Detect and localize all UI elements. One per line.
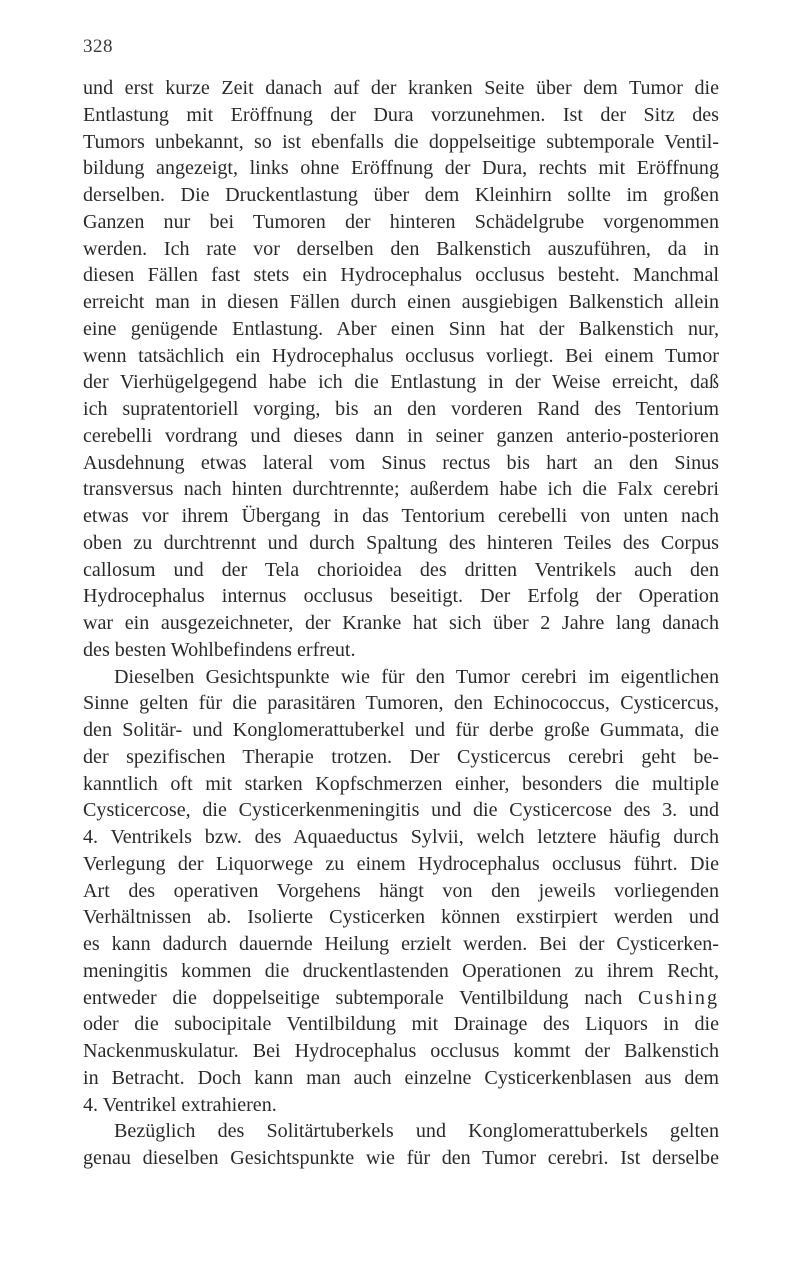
paragraph [83, 664, 719, 1119]
text-line: Ausdehnung etwas lateral vom Sinus rectus bis hart an den Sinus [83, 451, 719, 474]
text-line: ich supratentoriell vorging, bis an den vorderen Rand des Tentorium [83, 398, 719, 420]
text-line: den Solitär- und Konglomerattuberkel und für derbe große Gummata, die [83, 719, 719, 741]
text-line: es kann dadurch dauernde Heilung erzielt werden. Bei der Cysticerken- [83, 933, 719, 955]
page-number: 328 [83, 36, 113, 57]
text-line: entweder die doppelseitige subtemporale Ventilbildung nach Cushing [83, 986, 719, 1009]
text-line: Verlegung der Liquorwege zu einem Hydrocephalus occlusus führt. Die [83, 852, 719, 875]
text-line: transversus nach hinten durchtrennte; außerdem habe ich die Falx cerebri [83, 478, 719, 501]
text-line: bildung angezeigt, links ohne Eröffnung der Dura, rechts mit Eröffnung [83, 157, 719, 180]
text-line: callosum und der Tela chorioidea des dritten Ventrikels auch den [83, 558, 719, 581]
text-line: der spezifischen Therapie trotzen. Der Cysticercus cerebri geht be- [83, 745, 719, 768]
text-line: diesen Fällen fast stets ein Hydrocephalus occlusus besteht. Manchmal [83, 264, 719, 287]
text-line: Entlastung mit Eröffnung der Dura vorzunehmen. Ist der Sitz des [83, 103, 719, 126]
text-line: Sinne gelten für die parasitären Tumoren, den Echinococcus, Cysticercus, [83, 692, 719, 715]
text-line: der Vierhügelgegend habe ich die Entlastung in der Weise erreicht, daß [83, 371, 719, 394]
text-line: wenn tatsächlich ein Hydrocephalus occlusus vorliegt. Bei einem Tumor [83, 344, 719, 367]
text-line: Nackenmuskulatur. Bei Hydrocephalus occlusus kommt der Balkenstich [83, 1040, 719, 1062]
text-line: 4. Ventrikel extrahieren. [83, 1093, 277, 1116]
text-line: in Betracht. Doch kann man auch einzelne Cysticerkenblasen aus dem [83, 1066, 719, 1089]
text-line: Tumors unbekannt, so ist ebenfalls die doppelseitige subtemporale Ventil- [83, 130, 719, 153]
text-line: Ganzen nur bei Tumoren der hinteren Schädelgrube vorgenommen [83, 210, 719, 233]
text-line: 4. Ventrikels bzw. des Aquaeductus Sylvii, welch letztere häufig durch [83, 826, 719, 848]
text-line: Hydrocephalus internus occlusus beseitigt. Der Erfolg der Operation [83, 585, 719, 608]
text-line: meningitis kommen die druckentlastenden Operationen zu ihrem Recht, [83, 959, 719, 982]
text-line: und erst kurze Zeit danach auf der kranken Seite über dem Tumor die [83, 77, 719, 99]
text-line: Art des operativen Vorgehens hängt von den jeweils vorliegenden [83, 879, 719, 902]
text-line: Verhältnissen ab. Isolierte Cysticerken können exstirpiert werden und [83, 906, 719, 929]
text-line: des besten Wohlbefindens erfreut. [83, 638, 356, 661]
text-line: Dieselben Gesichtspunkte wie für den Tumor cerebri im eigentlichen [114, 665, 719, 688]
spaced-name: Cushing [638, 986, 719, 1009]
text-line: kanntlich oft mit starken Kopfschmerzen einher, besonders die multiple [83, 772, 719, 795]
paragraph [83, 1118, 719, 1172]
text-line: Cysticercose, die Cysticerkenmeningitis und die Cysticercose des 3. und [83, 799, 719, 822]
text-line: Bezüglich des Solitärtuberkels und Konglomerattuberkels gelten [114, 1120, 719, 1143]
text-line: etwas vor ihrem Übergang in das Tentorium cerebelli von unten nach [83, 505, 719, 527]
text-line: genau dieselben Gesichtspunkte wie für den Tumor cerebri. Ist derselbe [83, 1147, 719, 1169]
text-line: oben zu durchtrennt und durch Spaltung des hinteren Teiles des Corpus [83, 531, 719, 554]
paragraph [83, 75, 719, 664]
text-line: oder die subocipitale Ventilbildung mit Drainage des Liquors in die [83, 1013, 719, 1036]
text-line: werden. Ich rate vor derselben den Balkenstich auszuführen, da in [83, 237, 719, 260]
body-text [83, 75, 719, 1172]
text-line: cerebelli vordrang und dieses dann in seiner ganzen anterio-posterioren [83, 424, 719, 447]
text-line: eine genügende Entlastung. Aber einen Sinn hat der Balkenstich nur, [83, 317, 719, 340]
text-line: war ein ausgezeichneter, der Kranke hat sich über 2 Jahre lang danach [83, 612, 719, 634]
text-line: erreicht man in diesen Fällen durch einen ausgiebigen Balkenstich allein [83, 291, 719, 313]
text-line: derselben. Die Druckentlastung über dem Kleinhirn sollte im großen [83, 184, 719, 206]
